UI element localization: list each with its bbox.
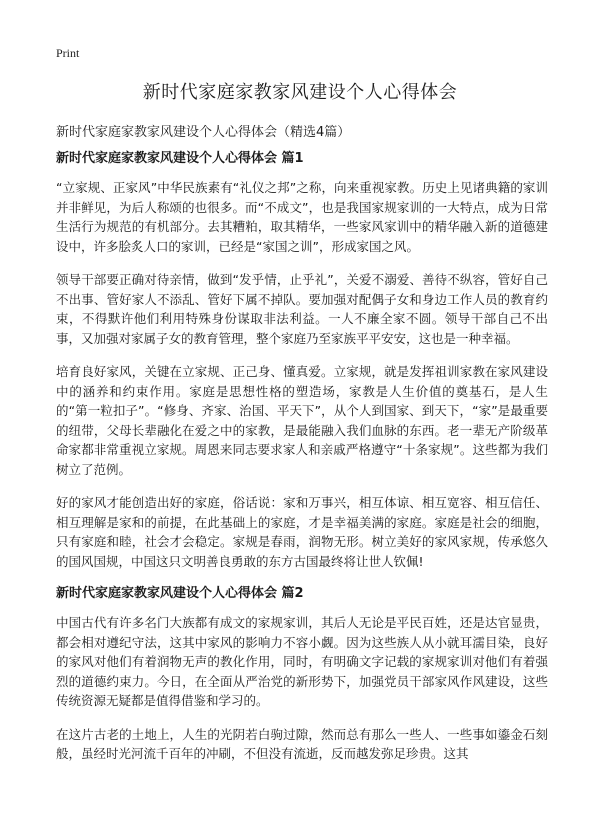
paragraph: 领导干部要正确对待亲情，做到“发乎情，止乎礼”，关爱不溺爱、善待不纵容，管好自己不出事、管好家人不添乱、管好下属不掉队。要加强对配偶子女和身边工作人员的教育约束，不得默许他们利用特殊身份谋取非法利益。一人不廉全家不圆。领导干部自己不出事，又加强对家属子女的教育管理，整个家庭乃至家族平平安安，这也是一种幸福。 — [56, 272, 548, 346]
article-body — [56, 150, 548, 778]
paragraph: 中国古代有许多名门大族都有成文的家规家训，其后人无论是平民百姓，还是达官显贵，都会相对遵纪守法，这其中家风的影响力不容小觑。因为这些族人从小就耳濡目染，良好的家风对他们有着润物无声的教化作用，同时，有明确文字记载的家规家训对他们有着强烈的道德约束力。今日，在全面从严治党的新形势下，加强党员干部家风作风建设，这些传统资源无疑都是值得借鉴和学习的。 — [56, 615, 548, 708]
article-section-1 — [56, 150, 548, 571]
print-link[interactable]: Print — [56, 46, 80, 60]
article-section-2 — [56, 585, 548, 764]
paragraph: “立家规、正家风”中华民族素有“礼仪之邦”之称，向来重视家教。历史上见诸典籍的家训并非鲜见，为后人称颂的也很多。而“不成文”，也是我国家规家训的一大特点，成为日常生活行为规范的有机部分。去其糟粕，取其精华，一些家风家训中的精华融入新的道德建设中，许多脍炙人口的家训，已经是“家国之训”，形成家国之风。 — [56, 180, 548, 254]
page-title: 新时代家庭家教家风建设个人心得体会 — [142, 82, 458, 103]
paragraph: 培育良好家风，关键在立家规、正己身、懂真爱。立家规，就是发挥祖训家教在家风建设中的涵养和约束作用。家庭是思想性格的塑造场，家教是人生价值的奠基石，是人生的“第一粒扣子”。“修身、齐家、治国、平天下”，从个人到国家、到天下，“家”是最重要的纽带，父母长辈融化在爱之中的家教，是最能融入我们血脉的东西。老一辈无产阶级革命家都非常重视立家规。周恩来同志要求家人和亲戚严格遵守“十条家规”。这些都为我们树立了范例。 — [56, 364, 548, 477]
paragraph: 在这片古老的土地上，人生的光阴若白驹过隙，然而总有那么一些人、一些事如鎏金石刻般，虽经时光河流千百年的冲刷，不但没有流逝，反而越发弥足珍贵。这其 — [56, 726, 548, 761]
document-subtitle: 新时代家庭家教家风建设个人心得体会（精选4篇） — [56, 125, 351, 140]
section-heading: 新时代家庭家教家风建设个人心得体会 篇1 — [56, 151, 304, 166]
section-heading: 新时代家庭家教家风建设个人心得体会 篇2 — [56, 586, 304, 601]
paragraph: 好的家风才能创造出好的家庭，俗话说：家和万事兴，相互体谅、相互宽容、相互信任、相互理解是家和的前提，在此基础上的家庭，才是幸福美满的家庭。家庭是社会的细胞，只有家庭和睦，社会才会稳定。家规是春雨，润物无形。树立美好的家风家规，传承悠久的国风国规，中国这只文明善良勇敢的东方古国最终将让世人钦佩! — [56, 495, 548, 569]
